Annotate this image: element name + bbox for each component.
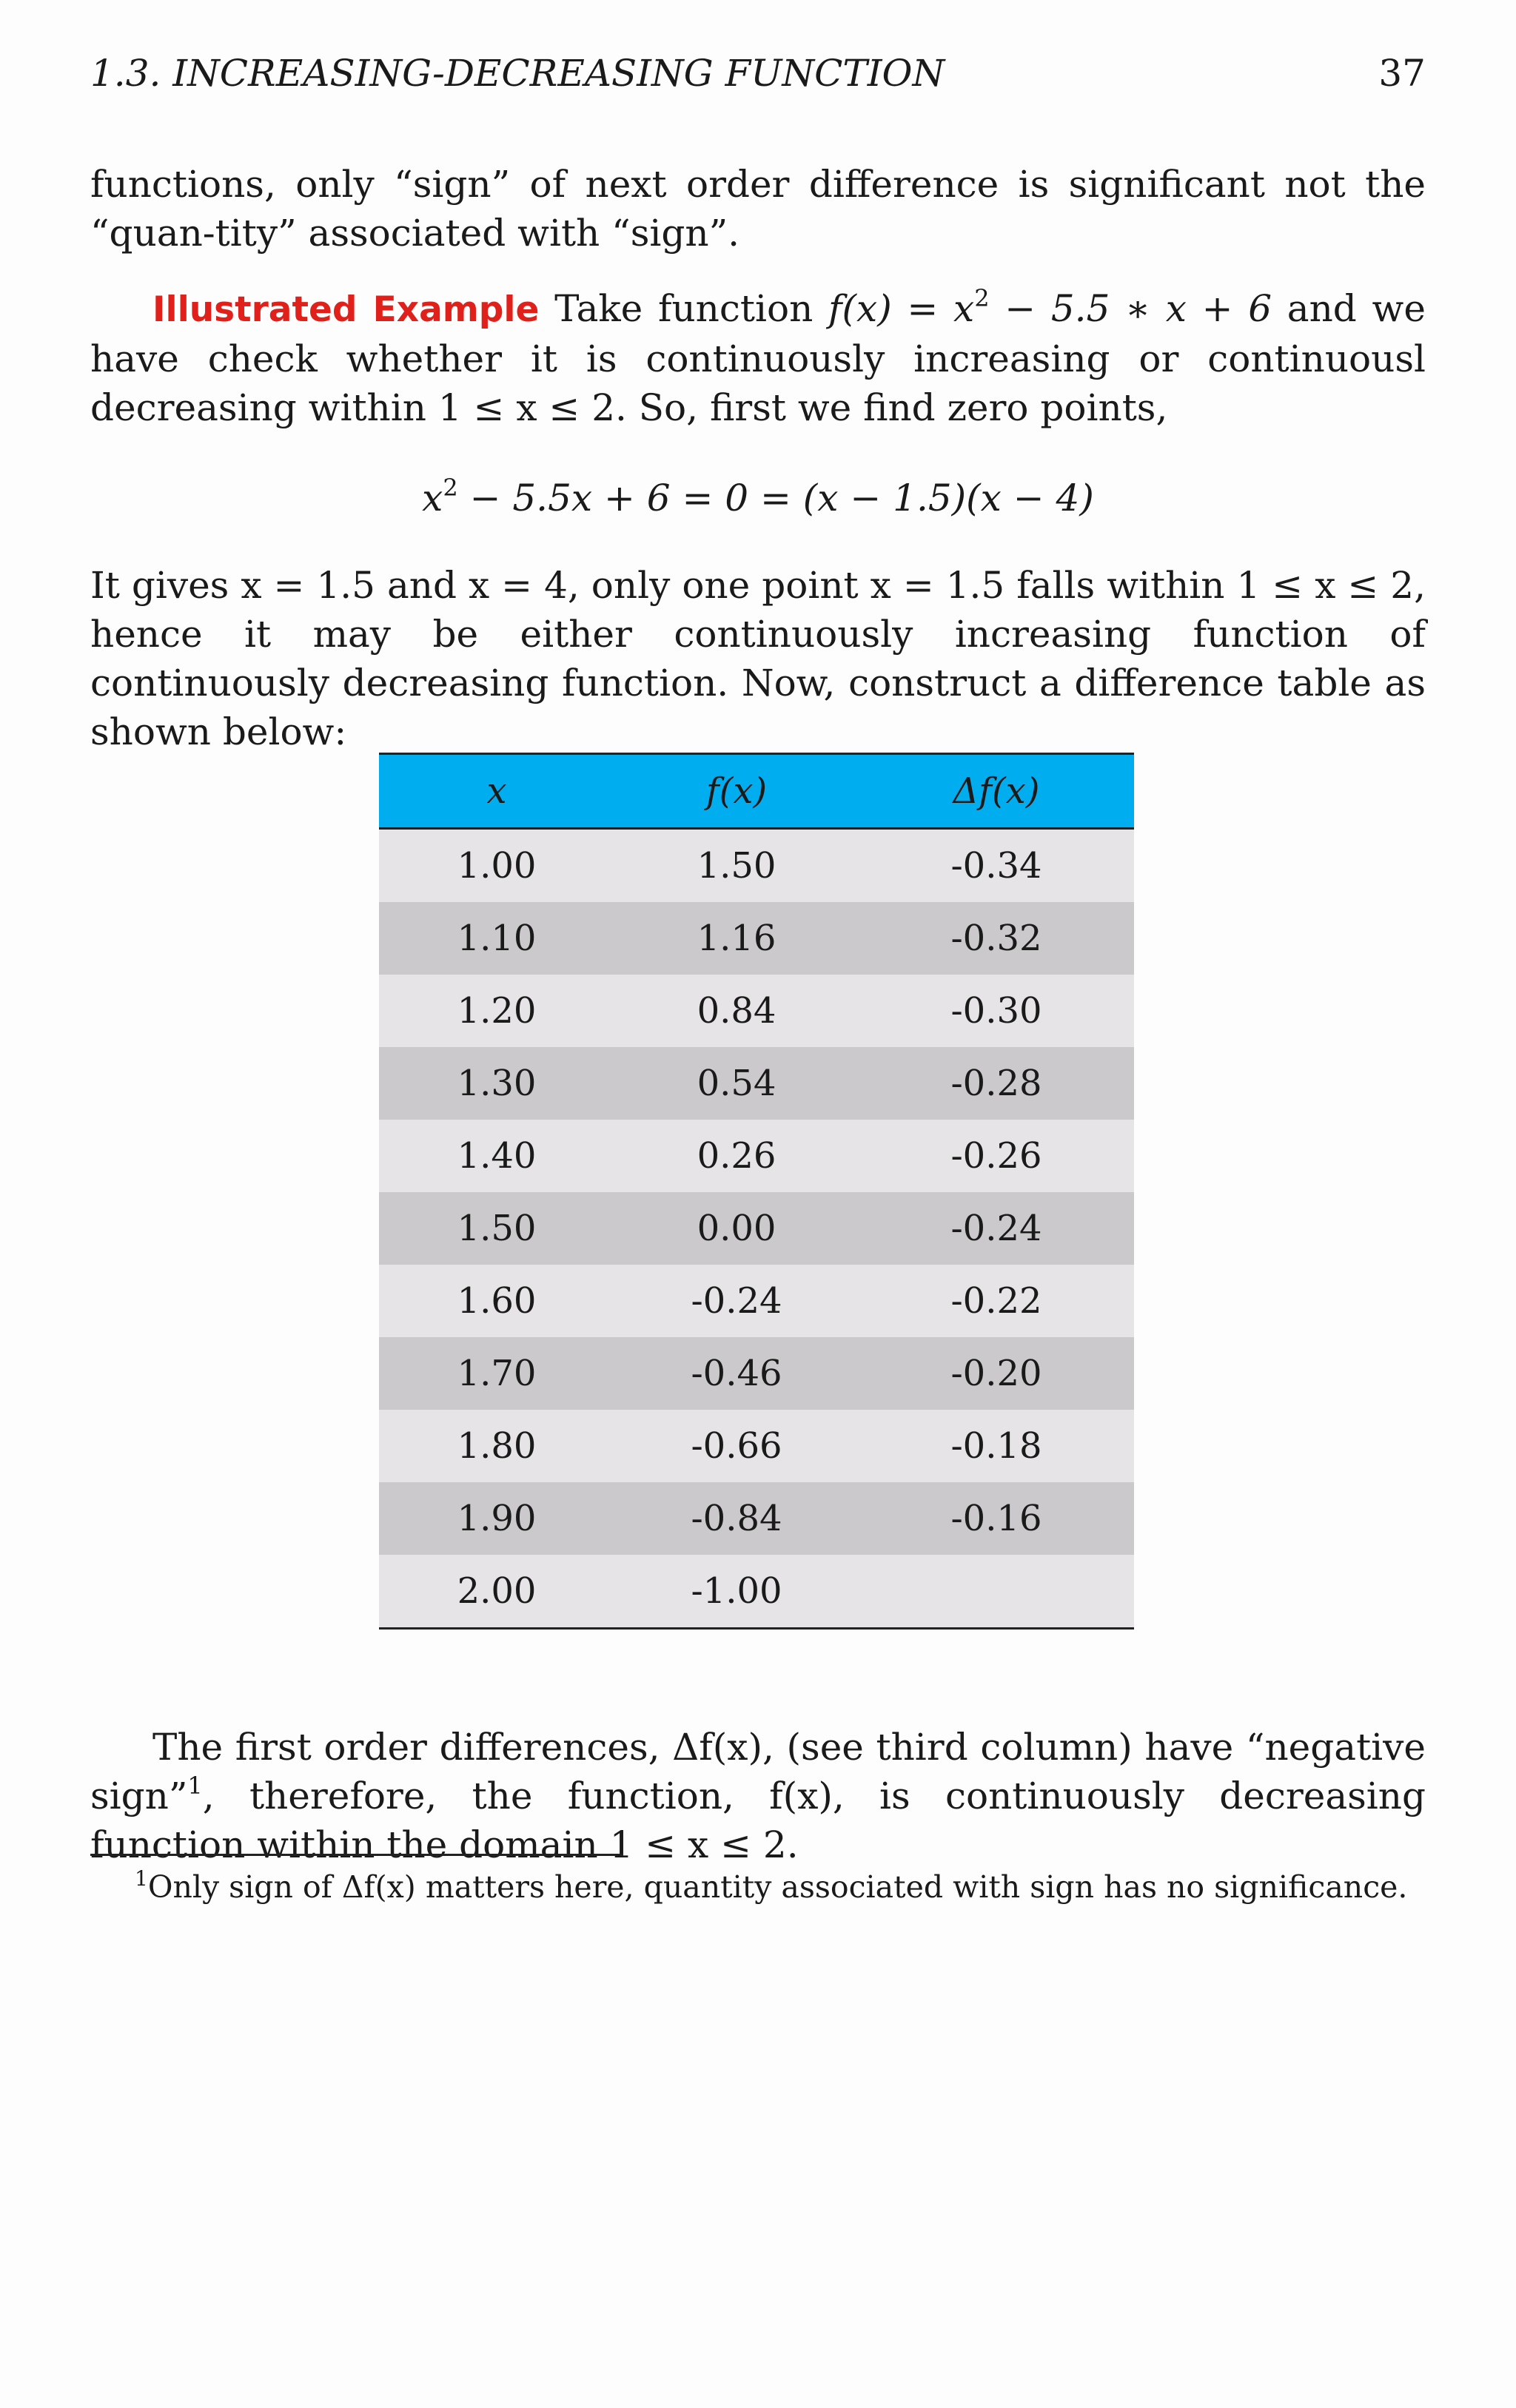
conclusion-paragraph: [90, 1723, 1426, 1869]
cell-fx: 0.84: [614, 975, 859, 1047]
table-row: [379, 1120, 1134, 1192]
header-x: x: [379, 754, 614, 829]
cell-x: 1.50: [379, 1192, 614, 1265]
cell-delta-fx: -0.34: [859, 829, 1134, 903]
equation-lhs-exponent: 2: [443, 474, 458, 502]
cell-fx: -0.24: [614, 1265, 859, 1337]
example-function-rest: − 5.5 ∗ x + 6: [1004, 287, 1272, 330]
cell-fx: 0.26: [614, 1120, 859, 1192]
cell-x: 1.30: [379, 1047, 614, 1120]
footnote-reference[interactable]: 1: [187, 1772, 203, 1800]
table-row: [379, 1337, 1134, 1410]
paragraph-text: functions, only “sign” of next order difference is significant not the “quan-tity” associated with “sign”.: [90, 163, 1426, 255]
example-label: Illustrated Example: [152, 289, 540, 330]
cell-x: 1.40: [379, 1120, 614, 1192]
table-row: [379, 829, 1134, 903]
difference-table: [379, 753, 1134, 1630]
table-header-row: [379, 754, 1134, 829]
cell-fx: -0.84: [614, 1482, 859, 1555]
table-body: [379, 829, 1134, 1629]
cell-delta-fx: -0.18: [859, 1410, 1134, 1482]
table-row: [379, 1555, 1134, 1629]
footnote: [90, 1866, 1426, 1908]
cell-delta-fx: -0.32: [859, 902, 1134, 975]
display-equation: [0, 474, 1516, 522]
cell-fx: 1.16: [614, 902, 859, 975]
cell-fx: 0.54: [614, 1047, 859, 1120]
cell-delta-fx: -0.20: [859, 1337, 1134, 1410]
running-header: [90, 47, 1426, 99]
footnote-mark: 1: [135, 1866, 148, 1891]
header-delta-fx: Δf(x): [859, 754, 1134, 829]
section-title: 1.3. INCREASING-DECREASING FUNCTION: [90, 52, 945, 95]
paragraph-continuation: [90, 160, 1426, 258]
cell-delta-fx: -0.28: [859, 1047, 1134, 1120]
cell-delta-fx: -0.30: [859, 975, 1134, 1047]
example-function-exponent: 2: [974, 284, 990, 312]
header-fx: f(x): [614, 754, 859, 829]
cell-fx: 1.50: [614, 829, 859, 903]
cell-delta-fx: -0.16: [859, 1482, 1134, 1555]
cell-fx: -1.00: [614, 1555, 859, 1629]
cell-x: 1.20: [379, 975, 614, 1047]
illustrated-example-paragraph: [90, 284, 1426, 432]
equation-rest: − 5.5x + 6 = 0 = (x − 1.5)(x − 4): [469, 477, 1094, 519]
cell-x: 2.00: [379, 1555, 614, 1629]
table-row: [379, 1265, 1134, 1337]
cell-x: 1.10: [379, 902, 614, 975]
conclusion-text-a: The first order differences, Δf(x), (see third column) have “negative sign”: [90, 1726, 1426, 1817]
cell-delta-fx: -0.22: [859, 1265, 1134, 1337]
cell-x: 1.60: [379, 1265, 614, 1337]
cell-x: 1.80: [379, 1410, 614, 1482]
cell-x: 1.00: [379, 829, 614, 903]
example-intro: Take function: [554, 287, 814, 330]
cell-fx: 0.00: [614, 1192, 859, 1265]
paragraph-zero-points: [90, 561, 1426, 756]
table-row: [379, 975, 1134, 1047]
footnote-divider: [90, 1854, 623, 1856]
cell-delta-fx: -0.26: [859, 1120, 1134, 1192]
cell-fx: -0.46: [614, 1337, 859, 1410]
table-row: [379, 1482, 1134, 1555]
table-row: [379, 1410, 1134, 1482]
difference-table-grid: [379, 753, 1134, 1630]
cell-delta-fx: [859, 1555, 1134, 1629]
cell-x: 1.70: [379, 1337, 614, 1410]
page-number: 37: [1378, 52, 1426, 95]
footnote-text: Only sign of Δf(x) matters here, quantity associated with sign has no significance.: [147, 1869, 1408, 1905]
paragraph-text: It gives x = 1.5 and x = 4, only one point x = 1.5 falls within 1 ≤ x ≤ 2, hence it may be either continuously increasing function of continuously decreasing function. Now, construct a difference table as shown below:: [90, 564, 1426, 753]
example-text: and we have check whether it is continuously increasing or continuousl decreasing within 1 ≤ x ≤ 2. So, first we find zero points,: [90, 287, 1426, 429]
table-row: [379, 1192, 1134, 1265]
conclusion-text-b: , therefore, the function, f(x), is continuously decreasing function within the domain 1 ≤ x ≤ 2.: [90, 1775, 1426, 1866]
equation-lhs-base: x: [422, 477, 443, 519]
cell-x: 1.90: [379, 1482, 614, 1555]
cell-delta-fx: -0.24: [859, 1192, 1134, 1265]
table-row: [379, 902, 1134, 975]
table-row: [379, 1047, 1134, 1120]
example-function: f(x) = x: [828, 287, 975, 330]
cell-fx: -0.66: [614, 1410, 859, 1482]
